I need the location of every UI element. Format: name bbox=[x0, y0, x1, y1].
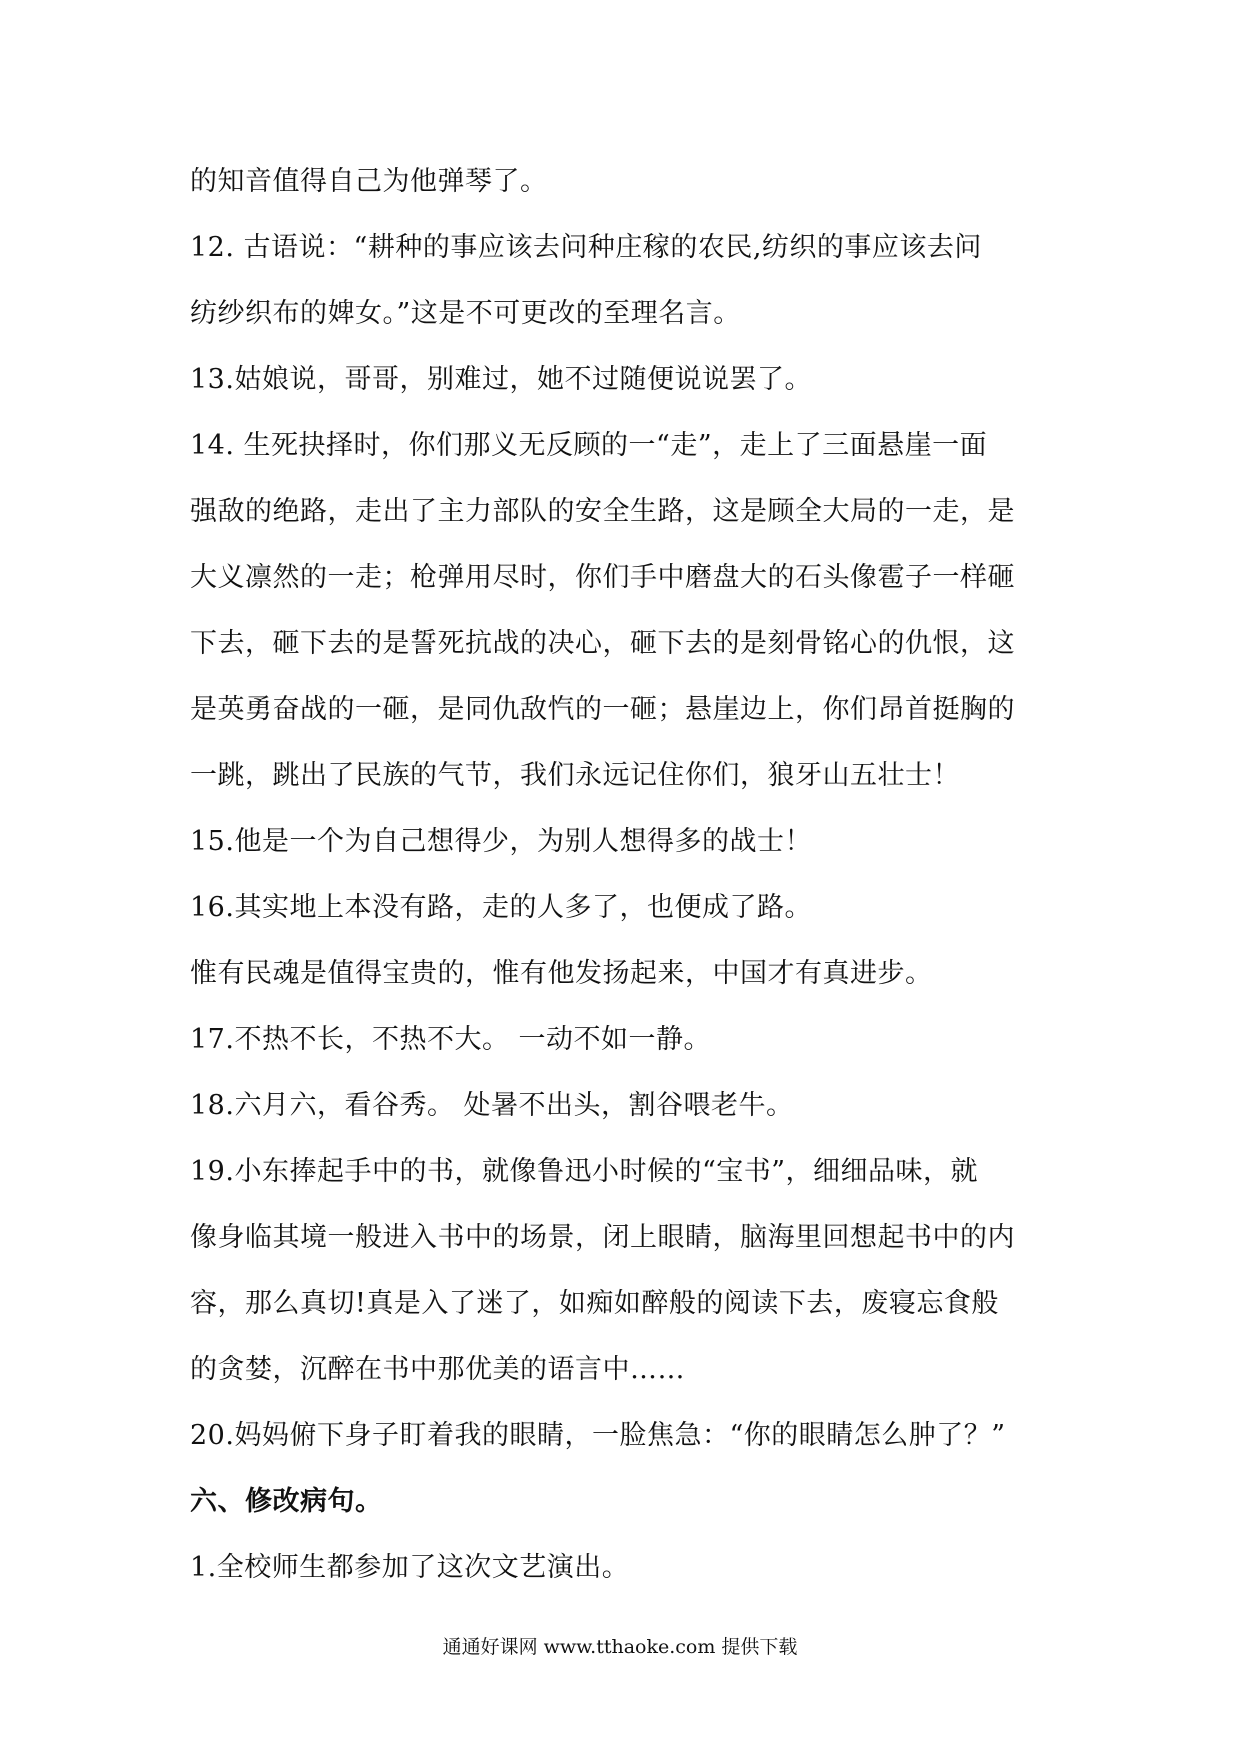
text-line-7: 大义凛然的一走；枪弹用尽时，你们手中磨盘大的石头像雹子一样砸 bbox=[190, 562, 1015, 593]
text-line-2: 12. 古语说：“耕种的事应该去问种庄稼的农民,纺织的事应该去问 bbox=[190, 232, 982, 263]
text-line-3: 纺纱织布的婢女。”这是不可更改的至理名言。 bbox=[190, 298, 741, 329]
text-line-20: 20.妈妈俯下身子盯着我的眼睛，一脸焦急：“你的眼睛怎么肿了？” bbox=[190, 1420, 1006, 1451]
text-line-19: 的贪婪，沉醉在书中那优美的语言中…… bbox=[190, 1354, 685, 1385]
text-line-13: 惟有民魂是值得宝贵的，惟有他发扬起来，中国才有真进步。 bbox=[190, 958, 933, 989]
text-line-16: 19.小东捧起手中的书，就像鲁迅小时候的“宝书”，细细品味，就 bbox=[190, 1156, 979, 1187]
text-line-9: 是英勇奋战的一砸，是同仇敌忾的一砸；悬崖边上，你们昂首挺胸的 bbox=[190, 694, 1015, 725]
text-line-18: 容，那么真切!真是入了迷了，如痴如醉般的阅读下去，废寝忘食般 bbox=[190, 1288, 999, 1319]
text-line-14: 17.不热不长，不热不大。 一动不如一静。 bbox=[190, 1024, 712, 1055]
text-line-4: 13.姑娘说，哥哥，别难过，她不过随便说说罢了。 bbox=[190, 364, 812, 395]
text-line-10: 一跳，跳出了民族的气节，我们永远记住你们，狼牙山五壮士！ bbox=[190, 760, 960, 791]
text-line-17: 像身临其境一般进入书中的场景，闭上眼睛，脑海里回想起书中的内 bbox=[190, 1222, 1015, 1253]
section-heading: 六、修改病句。 bbox=[190, 1486, 383, 1517]
text-line-22: 1.全校师生都参加了这次文艺演出。 bbox=[190, 1552, 630, 1583]
text-line-5: 14. 生死抉择时，你们那义无反顾的一“走”，走上了三面悬崖一面 bbox=[190, 430, 988, 461]
text-line-11: 15.他是一个为自己想得少，为别人想得多的战士！ bbox=[190, 826, 812, 857]
text-line-8: 下去，砸下去的是誓死抗战的决心，砸下去的是刻骨铭心的仇恨，这 bbox=[190, 628, 1015, 659]
text-line-1: 的知音值得自己为他弹琴了。 bbox=[190, 166, 548, 197]
text-line-6: 强敌的绝路，走出了主力部队的安全生路，这是顾全大局的一走，是 bbox=[190, 496, 1015, 527]
text-line-12: 16.其实地上本没有路，走的人多了，也便成了路。 bbox=[190, 892, 812, 923]
page-footer: 通通好课网 www.tthaoke.com 提供下载 bbox=[442, 1636, 798, 1658]
text-line-15: 18.六月六，看谷秀。 处暑不出头，割谷喂老牛。 bbox=[190, 1090, 794, 1121]
